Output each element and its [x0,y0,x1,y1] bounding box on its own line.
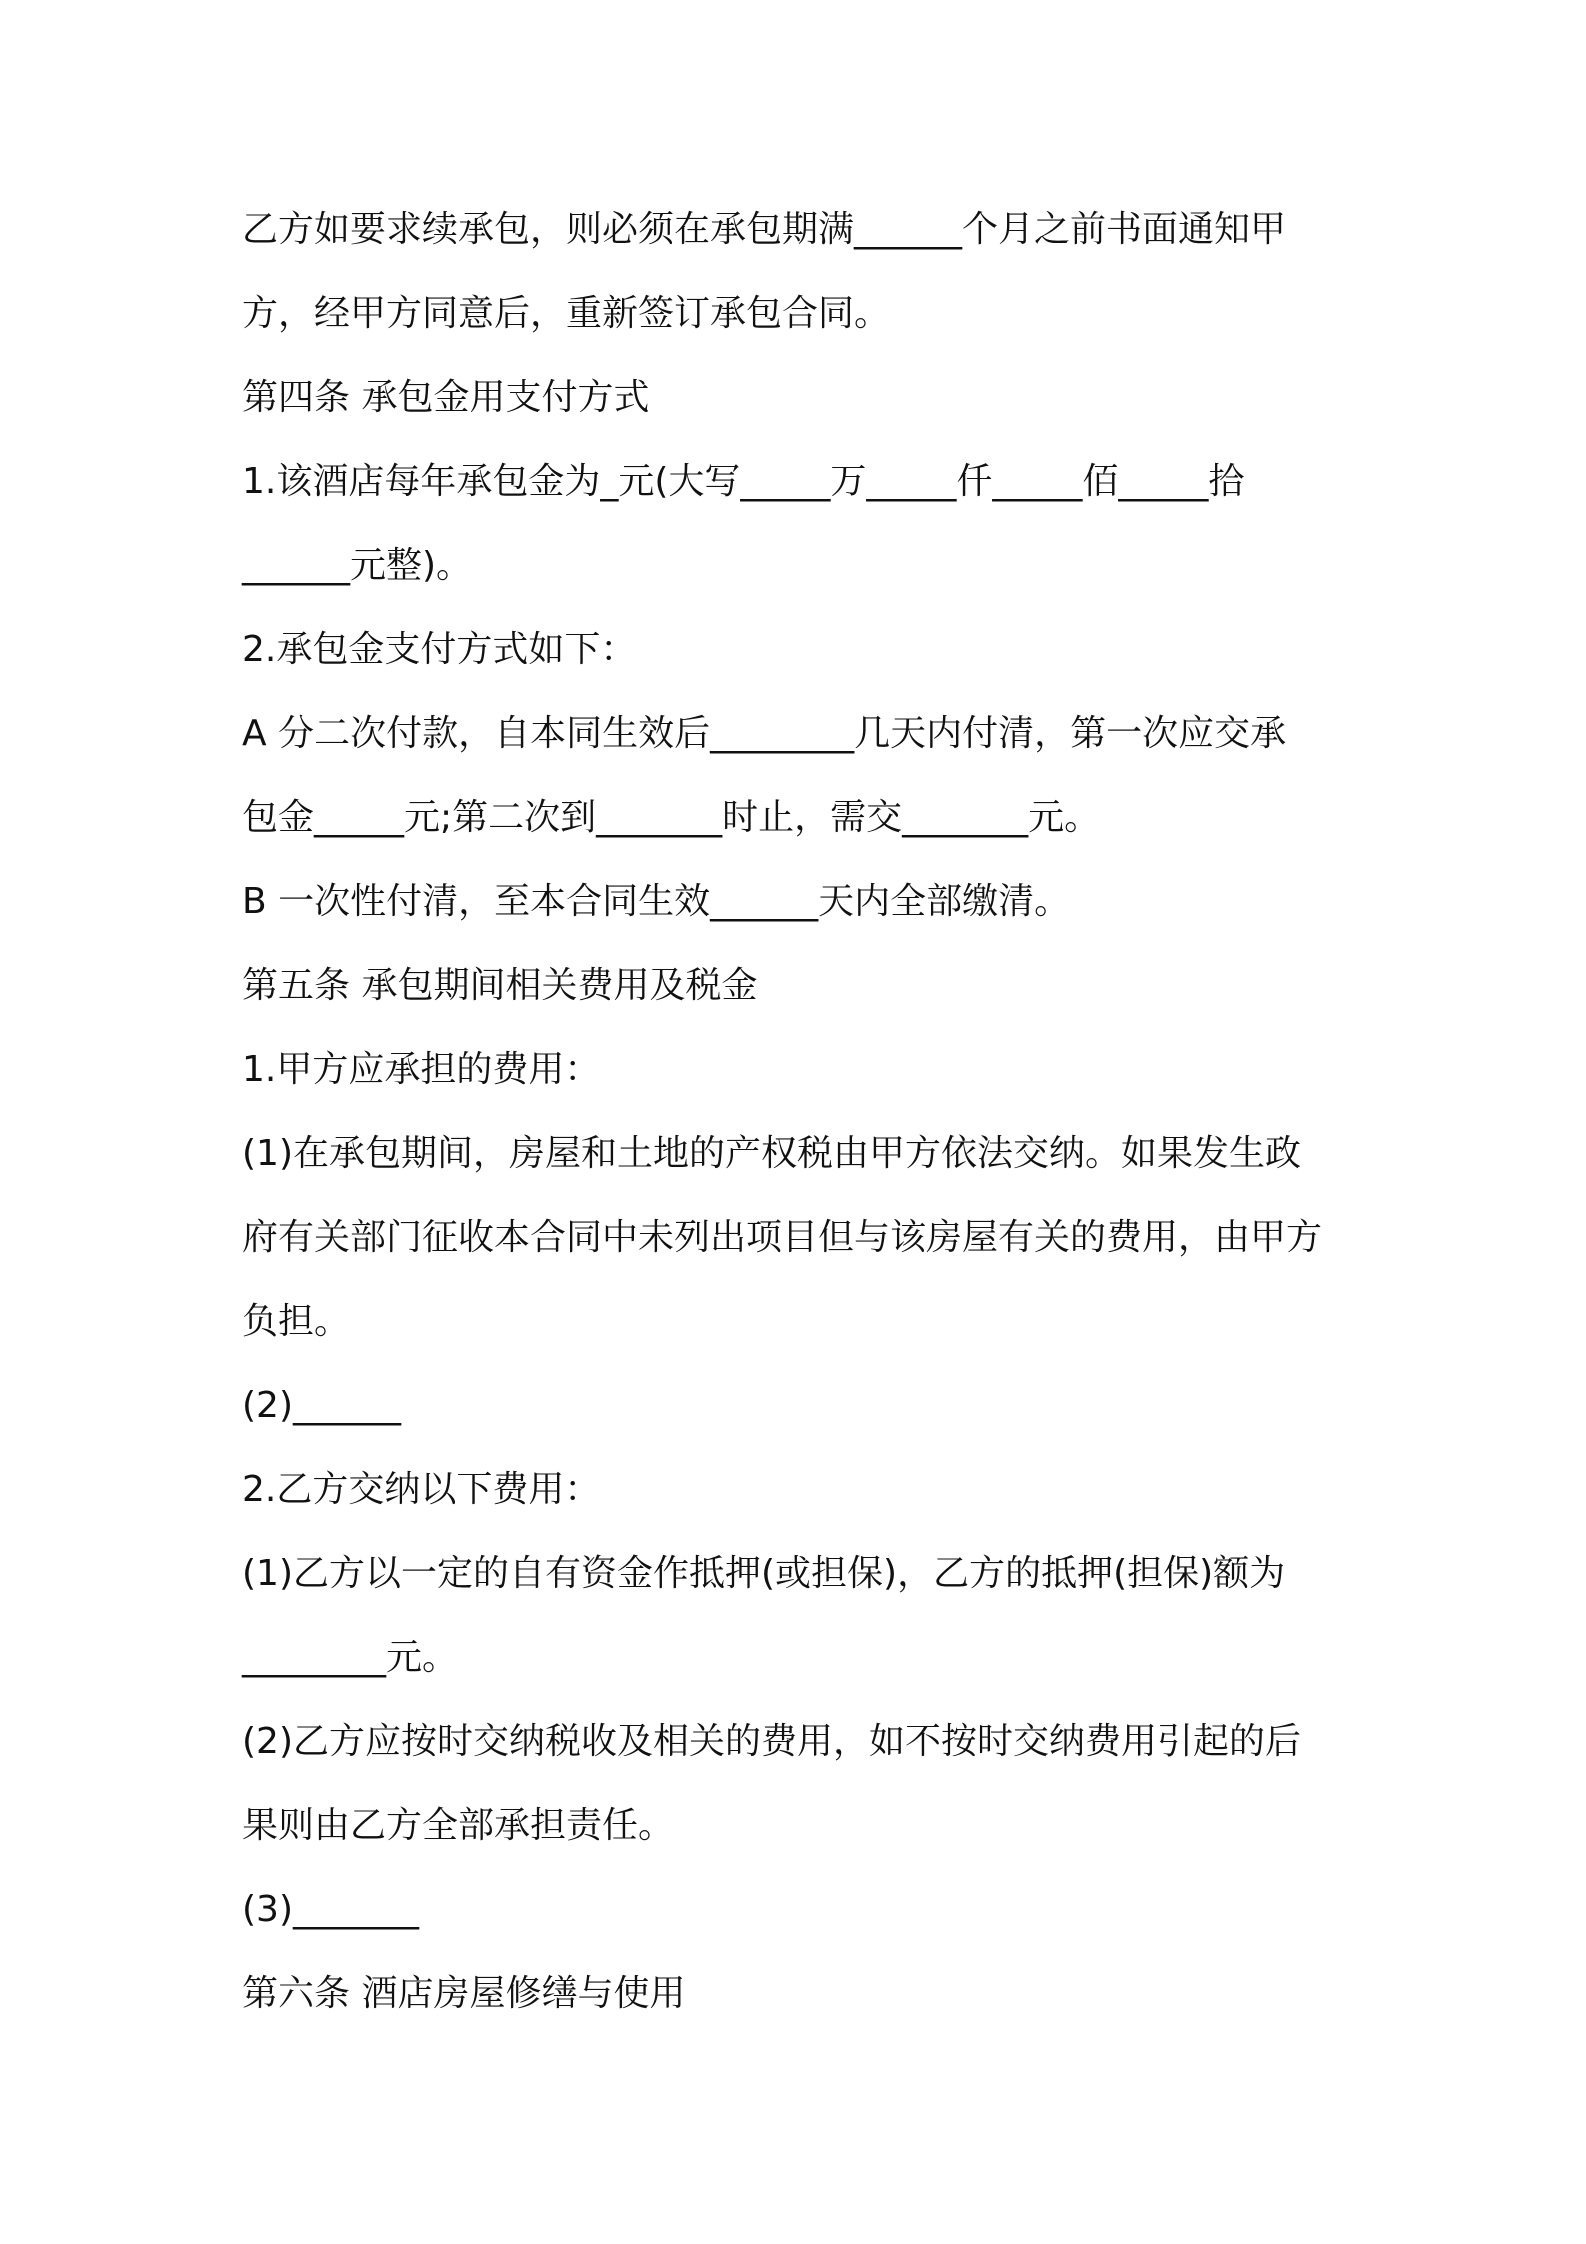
text-line: 负担。 [242,1301,351,1342]
text-line: 2.乙方交纳以下费用： [242,1469,601,1510]
text-line: (3)_______ [242,1889,419,1930]
section-heading-5: 第五条 承包期间相关费用及税金 [242,965,758,1006]
text-line: (1)乙方以一定的自有资金作抵押(或担保)，乙方的抵押(担保)额为 [242,1553,1286,1594]
text-line: 包金_____元;第二次到_______时止，需交_______元。 [242,797,1101,838]
text-line: 2.承包金支付方式如下： [242,629,637,670]
text-line: A 分二次付款，自本同生效后________几天内付清，第一次应交承 [242,713,1287,754]
text-line: ______元整)。 [242,545,473,586]
text-line: B 一次性付清，至本合同生效______天内全部缴清。 [242,881,1071,922]
text-line: 府有关部门征收本合同中未列出项目但与该房屋有关的费用，由甲方 [242,1217,1323,1258]
text-line: 果则由乙方全部承担责任。 [242,1805,675,1846]
text-line: (2)乙方应按时交纳税收及相关的费用，如不按时交纳费用引起的后 [242,1721,1301,1762]
text-line: 乙方如要求续承包，则必须在承包期满______个月之前书面通知甲 [242,209,1287,250]
text-line: 方，经甲方同意后，重新签订承包合同。 [242,293,891,334]
section-heading-4: 第四条 承包金用支付方式 [242,377,650,418]
text-line: (2)______ [242,1385,401,1426]
text-line: (1)在承包期间，房屋和土地的产权税由甲方依法交纳。如果发生政 [242,1133,1301,1174]
text-line: 1.该酒店每年承包金为_元(大写_____万_____仟_____佰_____拾 [242,461,1245,502]
text-line: 1.甲方应承担的费用： [242,1049,601,1090]
text-line: ________元。 [242,1637,459,1678]
section-heading-6: 第六条 酒店房屋修缮与使用 [242,1973,686,2014]
